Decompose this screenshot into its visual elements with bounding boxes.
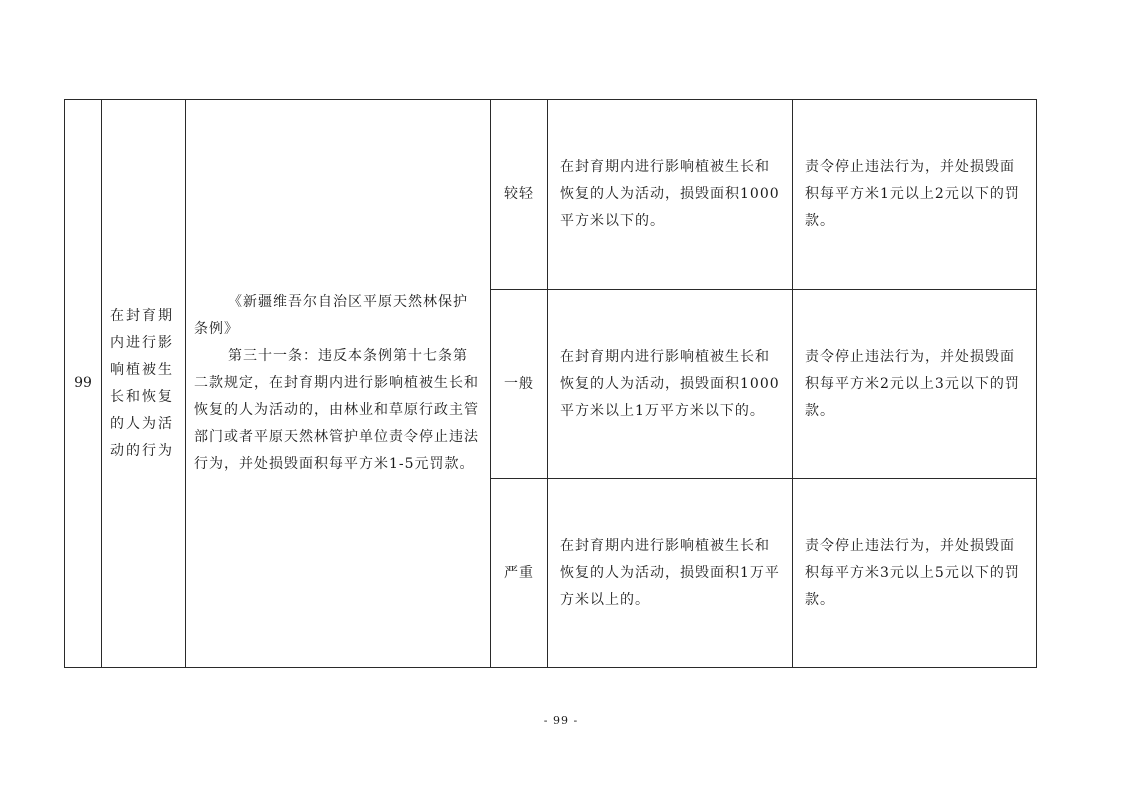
penalty-standard-table [64, 99, 1037, 668]
violation-case-cell: 在封育期内进行影响植被生长和恢复的人为活动，损毁面积1万平方米以上的。 [548, 479, 793, 668]
severity-level-cell: 较轻 [491, 100, 548, 290]
violation-item-cell: 在封育期内进行影响植被生长和恢复的人为活动的行为 [102, 100, 186, 668]
severity-level-cell: 严重 [491, 479, 548, 668]
legal-basis-text: 第三十一条：违反本条例第十七条第二款规定，在封育期内进行影响植被生长和恢复的人为活动的，由林业和草原行政主管部门或者平原天然林管护单位责令停止违法行为，并处损毁面积每平方米1-5元罚款。 [194, 348, 479, 472]
table-row [65, 100, 1037, 290]
row-number-cell: 99 [65, 100, 102, 668]
penalty-cell: 责令停止违法行为，并处损毁面积每平方米1元以上2元以下的罚款。 [793, 100, 1037, 290]
penalty-cell: 责令停止违法行为，并处损毁面积每平方米3元以上5元以下的罚款。 [793, 479, 1037, 668]
violation-case-cell: 在封育期内进行影响植被生长和恢复的人为活动，损毁面积1000平方米以下的。 [548, 100, 793, 290]
severity-level-cell: 一般 [491, 290, 548, 479]
legal-basis-cell [186, 100, 491, 668]
page-number: - 99 - [543, 714, 579, 727]
legal-basis-title: 《新疆维吾尔自治区平原天然林保护条例》 [194, 294, 468, 337]
violation-case-cell: 在封育期内进行影响植被生长和恢复的人为活动，损毁面积1000平方米以上1万平方米以下的。 [548, 290, 793, 479]
penalty-cell: 责令停止违法行为，并处损毁面积每平方米2元以上3元以下的罚款。 [793, 290, 1037, 479]
